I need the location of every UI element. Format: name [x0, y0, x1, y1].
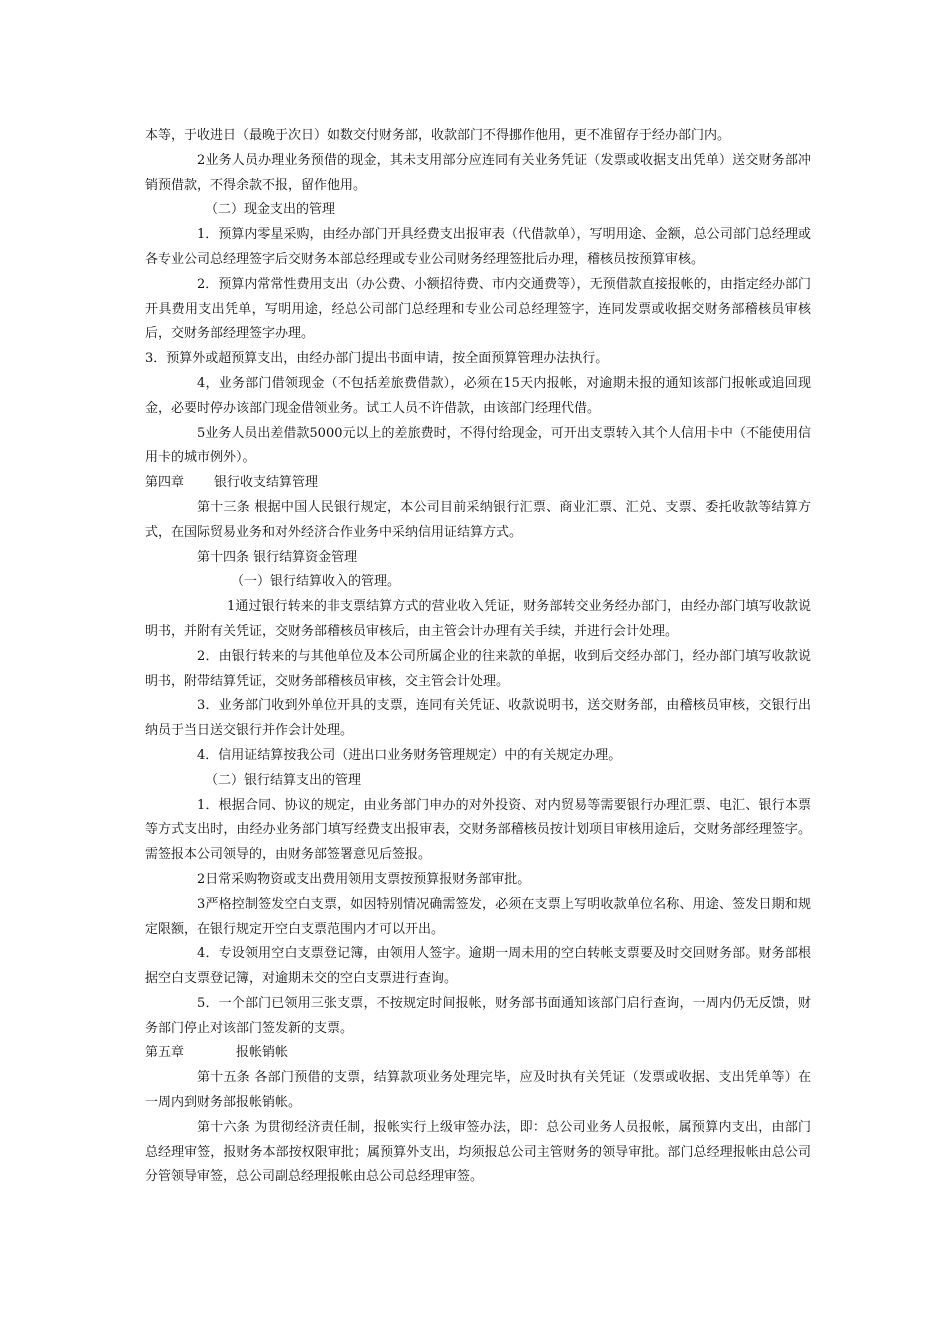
paragraph-expenditure-5: 5业务人员出差借款5000元以上的差旅费时，不得付给现金，可开出支票转入其个人信用卡中（不能使用信用卡的城市例外）。 [145, 425, 811, 466]
section-heading-bank-expenditure: （二）银行结算支出的管理 [205, 772, 362, 788]
chapter-5-number: 第五章 [145, 1045, 185, 1061]
paragraph-expenditure-3: 3．预算外或超预算支出，由经办部门提出书面申请，按全面预算管理办法执行。 [145, 351, 609, 367]
paragraph-bank-expenditure-3: 3严格控制签发空白支票，如因特别情况确需签发，必须在支票上写明收款单位名称、用途、签发日期和规定限额，在银行规定开空白支票范围内才可以开出。 [145, 896, 811, 937]
paragraph-bank-income-1: 1通过银行转来的非支票结算方式的营业收入凭证，财务部转交业务经办部门，由经办部门填写收款说明书，并附有关凭证，交财务部稽核员审核后，由主管会计办理有关手续，并进行会计处理。 [145, 599, 811, 639]
paragraph-bank-expenditure-5: 5．一个部门已领用三张支票，不按规定时间报帐，财务部书面通知该部门启行查询，一周内仍无反馈，财务部门停止对该部门签发新的支票。 [145, 995, 811, 1036]
paragraph-bank-income-3: 3．业务部门收到外单位开具的支票，连同有关凭证、收款说明书，送交财务部，由稽核员审核，交银行出纳员于当日送交银行并作会计处理。 [145, 698, 811, 739]
chapter-5-heading [145, 1041, 811, 1066]
document-body [145, 124, 811, 1190]
paragraph-bank-expenditure-1: 1．根据合同、协议的规定，由业务部门申办的对外投资、对内贸易等需要银行办理汇票、电汇、银行本票等方式支出时，由经办业务部门填写经费支出报审表，交财务部稽核员按计划项目审核用途后，交财务部经理签字。需签报本公司领导的，由财务部签署意见后签报。 [145, 797, 811, 863]
paragraph-advance-cash-2: 2业务人员办理业务预借的现金，其未支用部分应连同有关业务凭证（发票或收据支出凭单）送交财务部冲销预借款，不得余款不报，留作他用。 [145, 152, 811, 193]
article-13: 第十三条 根据中国人民银行规定，本公司目前采纳银行汇票、商业汇票、汇兑、支票、委托收款等结算方式，在国际贸易业务和对外经济合作业务中采纳信用证结算方式。 [145, 499, 811, 540]
article-16: 第十六条 为贯彻经济责任制，报帐实行上级审签办法，即：总公司业务人员报帐，属预算内支出，由部门总经理审签，报财务本部按权限审批；属预算外支出，均须报总公司主管财务的领导审批。部门总经理报帐由总公司分管领导审签，总公司副总经理报帐由总公司总经理审签。 [145, 1119, 811, 1185]
paragraph-expenditure-2: 2．预算内常常性费用支出（办公费、小额招待费、市内交通费等），无预借款直接报帐的，由指定经办部门开具费用支出凭单，写明用途，经总公司部门总经理和专业公司总经理签字，连同发票或收据交财务部稽核员审核后，交财务部经理签字办理。 [145, 276, 811, 342]
paragraph-bank-income-4: 4．信用证结算按我公司（进出口业务财务管理规定）中的有关规定办理。 [197, 747, 622, 763]
paragraph-expenditure-4: 4，业务部门借领现金（不包括差旅费借款），必须在15天内报帐，对逾期未报的通知该部门报帐或追回现金，必要时停办该部门现金借领业务。试工人员不许借款，由该部门经理代借。 [145, 375, 811, 416]
chapter-4-heading [145, 471, 811, 496]
chapter-4-number: 第四章 [145, 475, 185, 491]
paragraph-cash-receipt-continued: 本等，于收进日（最晚于次日）如数交付财务部，收款部门不得挪作他用，更不准留存于经办部门内。 [145, 128, 731, 143]
article-15: 第十五条 各部门预借的支票，结算款项业务处理完毕，应及时执有关凭证（发票或收据、支出凭单等）在一周内到财务部报帐销帐。 [145, 1070, 811, 1111]
chapter-5-title: 报帐销帐 [236, 1045, 289, 1061]
paragraph-bank-expenditure-4: 4．专设领用空白支票登记簿，由领用人签字。逾期一周未用的空白转帐支票要及时交回财务部。财务部根据空白支票登记簿，对逾期未交的空白支票进行查询。 [145, 946, 811, 987]
section-heading-bank-income: （一）银行结算收入的管理。 [231, 574, 401, 590]
chapter-4-title: 银行收支结算管理 [214, 475, 319, 491]
article-14: 第十四条 银行结算资金管理 [197, 549, 358, 565]
paragraph-bank-expenditure-2: 2日常采购物资或支出费用领用支票按预算报财务部审批。 [197, 871, 531, 887]
paragraph-expenditure-1: 1．预算内零星采购，由经办部门开具经费支出报审表（代借款单），写明用途、金额，总公司部门总经理或各专业公司总经理签字后交财务本部总经理或专业公司财务经理签批后办理，稽核员按预算审核。 [145, 227, 811, 267]
paragraph-bank-income-2: 2．由银行转来的与其他单位及本公司所属企业的往来款的单据，收到后交经办部门，经办部门填写收款说明书，附带结算凭证，交财务部稽核员审核，交主管会计处理。 [145, 648, 811, 689]
section-heading-cash-expenditure: （二）现金支出的管理 [205, 202, 336, 218]
